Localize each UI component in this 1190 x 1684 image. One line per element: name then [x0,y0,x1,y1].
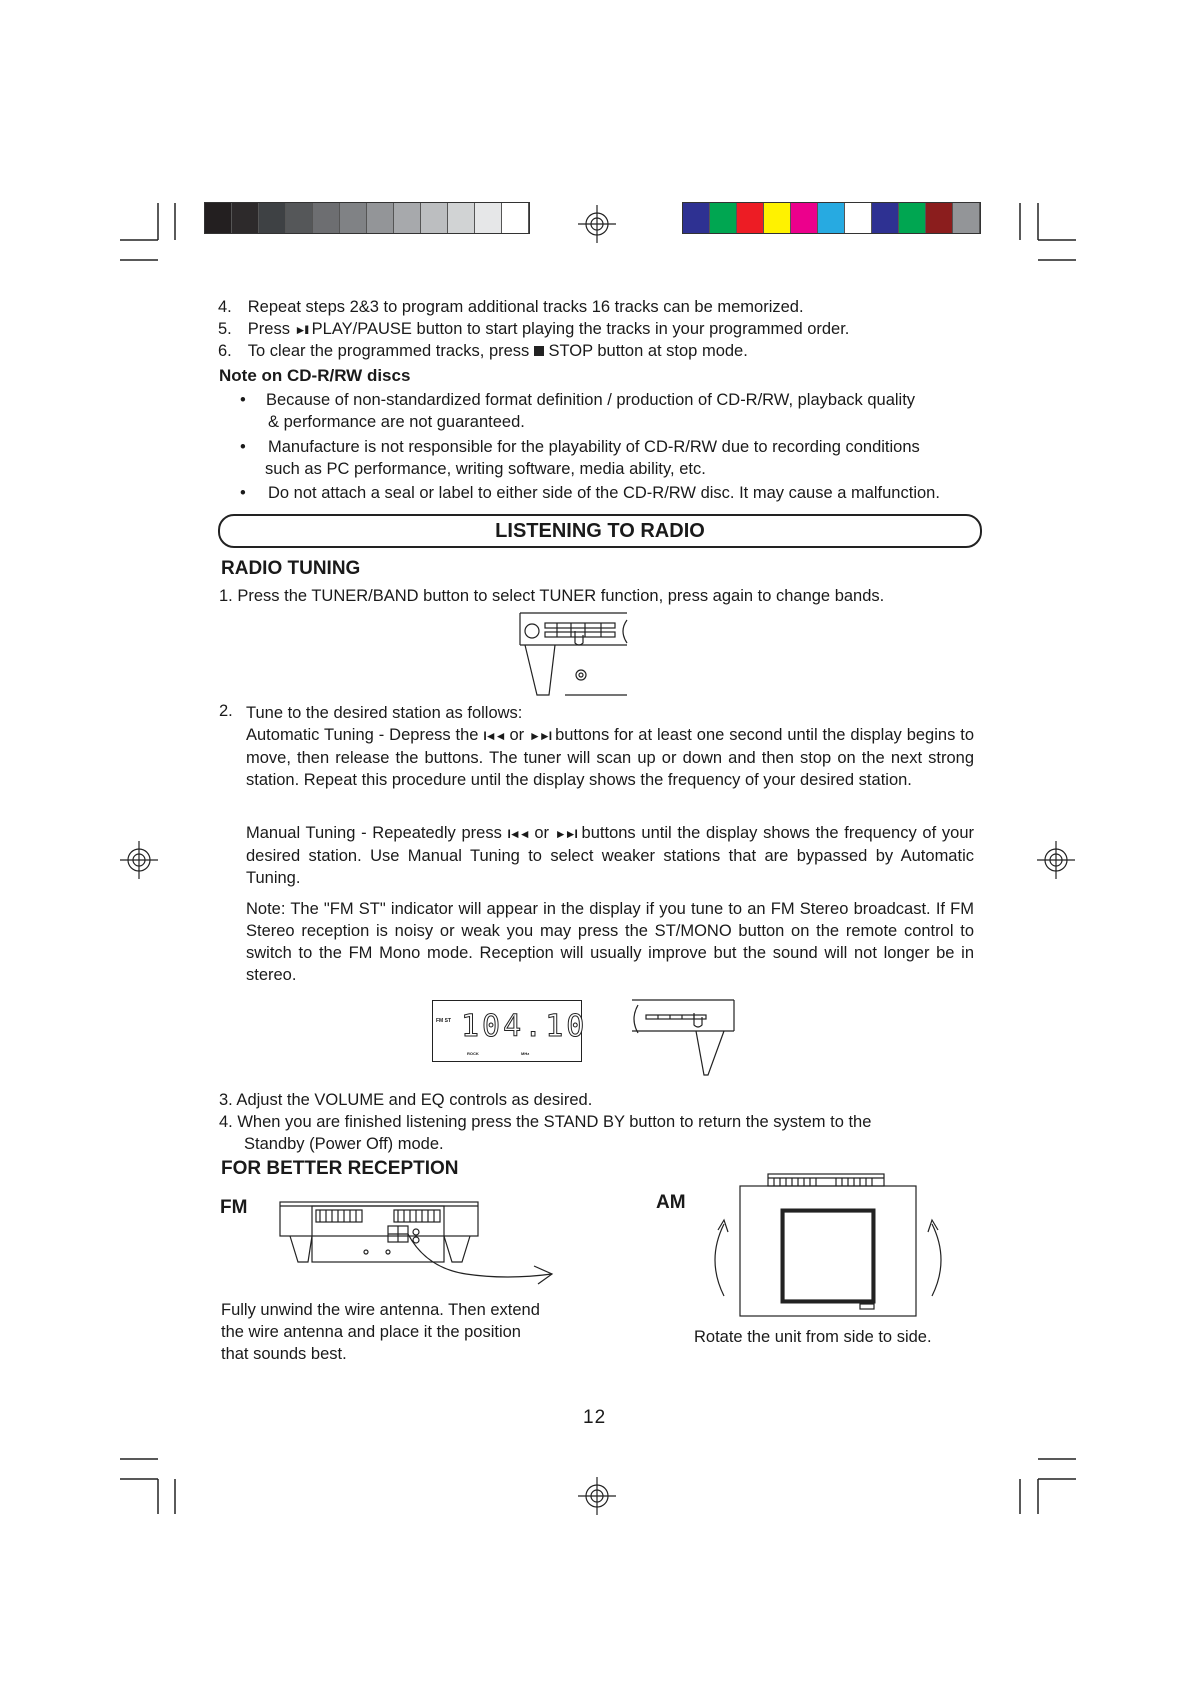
step-5: 5. Press ►II PLAY/PAUSE button to start playing the tracks in your programmed order. [218,320,850,338]
automatic-tuning-text: Automatic Tuning - Depress the I◄◄ or ►►I buttons for at least one second until the display begins to move, then release the buttons. The tuner will scan up or down and then stop on the next strong station. Repeat this procedure until the display shows the frequency of your desired station. [246,726,975,789]
rock-indicator: ROCK [467,1051,479,1056]
bullet-dot: • [240,391,246,409]
gray-swatch [259,203,286,233]
color-swatch [791,203,818,233]
note-bullet-1: • Because of non-standardized format definition / production of CD-R/RW, playback quality & performance are not guaranteed. [240,391,916,431]
fm-stereo-note: Note: The "FM ST" indicator will appear in the display if you tune to an FM Stereo broadcast. If FM Stereo reception is noisy or weak you may press the ST/MONO button on the remote control to switch to the FM Mono mode. Reception will usually improve but the sound will not longer be in stereo. [246,900,974,984]
radio-tuning-title: RADIO TUNING [221,558,361,579]
note-cd-title: Note on CD-R/RW discs [219,366,411,385]
note-bullet-3: • Do not attach a seal or label to either side of the CD-R/RW disc. It may cause a malfunction. [240,484,940,502]
next-track-icon: ►►I [554,827,576,841]
grayscale-calibration-bar [204,202,530,234]
gray-swatch [475,203,502,233]
bullet-dot: • [240,484,246,502]
am-rotate-illustration [706,1170,948,1318]
am-instructions: Rotate the unit from side to side. [694,1328,932,1346]
color-swatch [683,203,710,233]
gray-swatch [367,203,394,233]
color-swatch [899,203,926,233]
tuning-step-2-intro: Tune to the desired station as follows: [246,704,523,722]
gray-swatch [448,203,475,233]
previous-track-icon: I◄◄ [507,827,529,841]
lcd-display-illustration [432,1000,588,1062]
tuning-step-3: 3. Adjust the VOLUME and EQ controls as desired. [219,1091,593,1109]
page-number: 12 [583,1407,607,1428]
section-banner: LISTENING TO RADIO [218,514,982,548]
gray-swatch [232,203,259,233]
unit-front-illustration [628,995,738,1081]
gray-swatch [421,203,448,233]
color-swatch [764,203,791,233]
note-bullet-2: • Manufacture is not responsible for the playability of CD-R/RW due to recording conditions such as PC performance, writing software, media ability, etc. [240,438,920,478]
frequency-readout: 104.10 [461,1009,588,1044]
fm-instructions: Fully unwind the wire antenna. Then extend the wire antenna and place it the position that sounds best. [221,1301,540,1363]
color-calibration-bar [682,202,981,234]
mhz-indicator: MHz [521,1051,530,1056]
tuner-button-illustration [515,605,630,701]
step-4: 4. Repeat steps 2&3 to program additional tracks 16 tracks can be memorized. [218,298,804,316]
step-6: 6. To clear the programmed tracks, press STOP button at stop mode. [218,342,748,360]
color-swatch [737,203,764,233]
reception-title: FOR BETTER RECEPTION [221,1158,459,1179]
color-swatch [818,203,845,233]
gray-swatch [340,203,367,233]
tuning-step-2-num: 2. [219,702,233,720]
color-swatch [845,203,872,233]
gray-swatch [394,203,421,233]
gray-swatch [502,203,529,233]
color-swatch [926,203,953,233]
play-pause-icon: ►II [294,323,308,337]
manual-tuning-text: Manual Tuning - Repeatedly press I◄◄ or ►►I buttons until the display shows the frequency of your desired station. Use Manual Tuning to select weaker stations that are bypassed by Automatic Tuning. [246,824,974,887]
stop-icon [534,346,544,356]
color-swatch [953,203,980,233]
fm-label: FM [220,1197,248,1218]
color-swatch [872,203,899,233]
tuning-step-4: 4. When you are finished listening press the STAND BY button to return the system to the Standby (Power Off) mode. [219,1113,872,1153]
gray-swatch [286,203,313,233]
color-swatch [710,203,737,233]
gray-swatch [205,203,232,233]
fm-st-indicator: FM ST [436,1018,451,1024]
am-label: AM [656,1192,686,1213]
tuning-step-1: 1. Press the TUNER/BAND button to select TUNER function, press again to change bands. [219,587,885,605]
bullet-dot: • [240,438,246,456]
gray-swatch [313,203,340,233]
previous-track-icon: I◄◄ [483,729,505,743]
fm-antenna-illustration [276,1198,556,1292]
next-track-icon: ►►I [529,729,551,743]
